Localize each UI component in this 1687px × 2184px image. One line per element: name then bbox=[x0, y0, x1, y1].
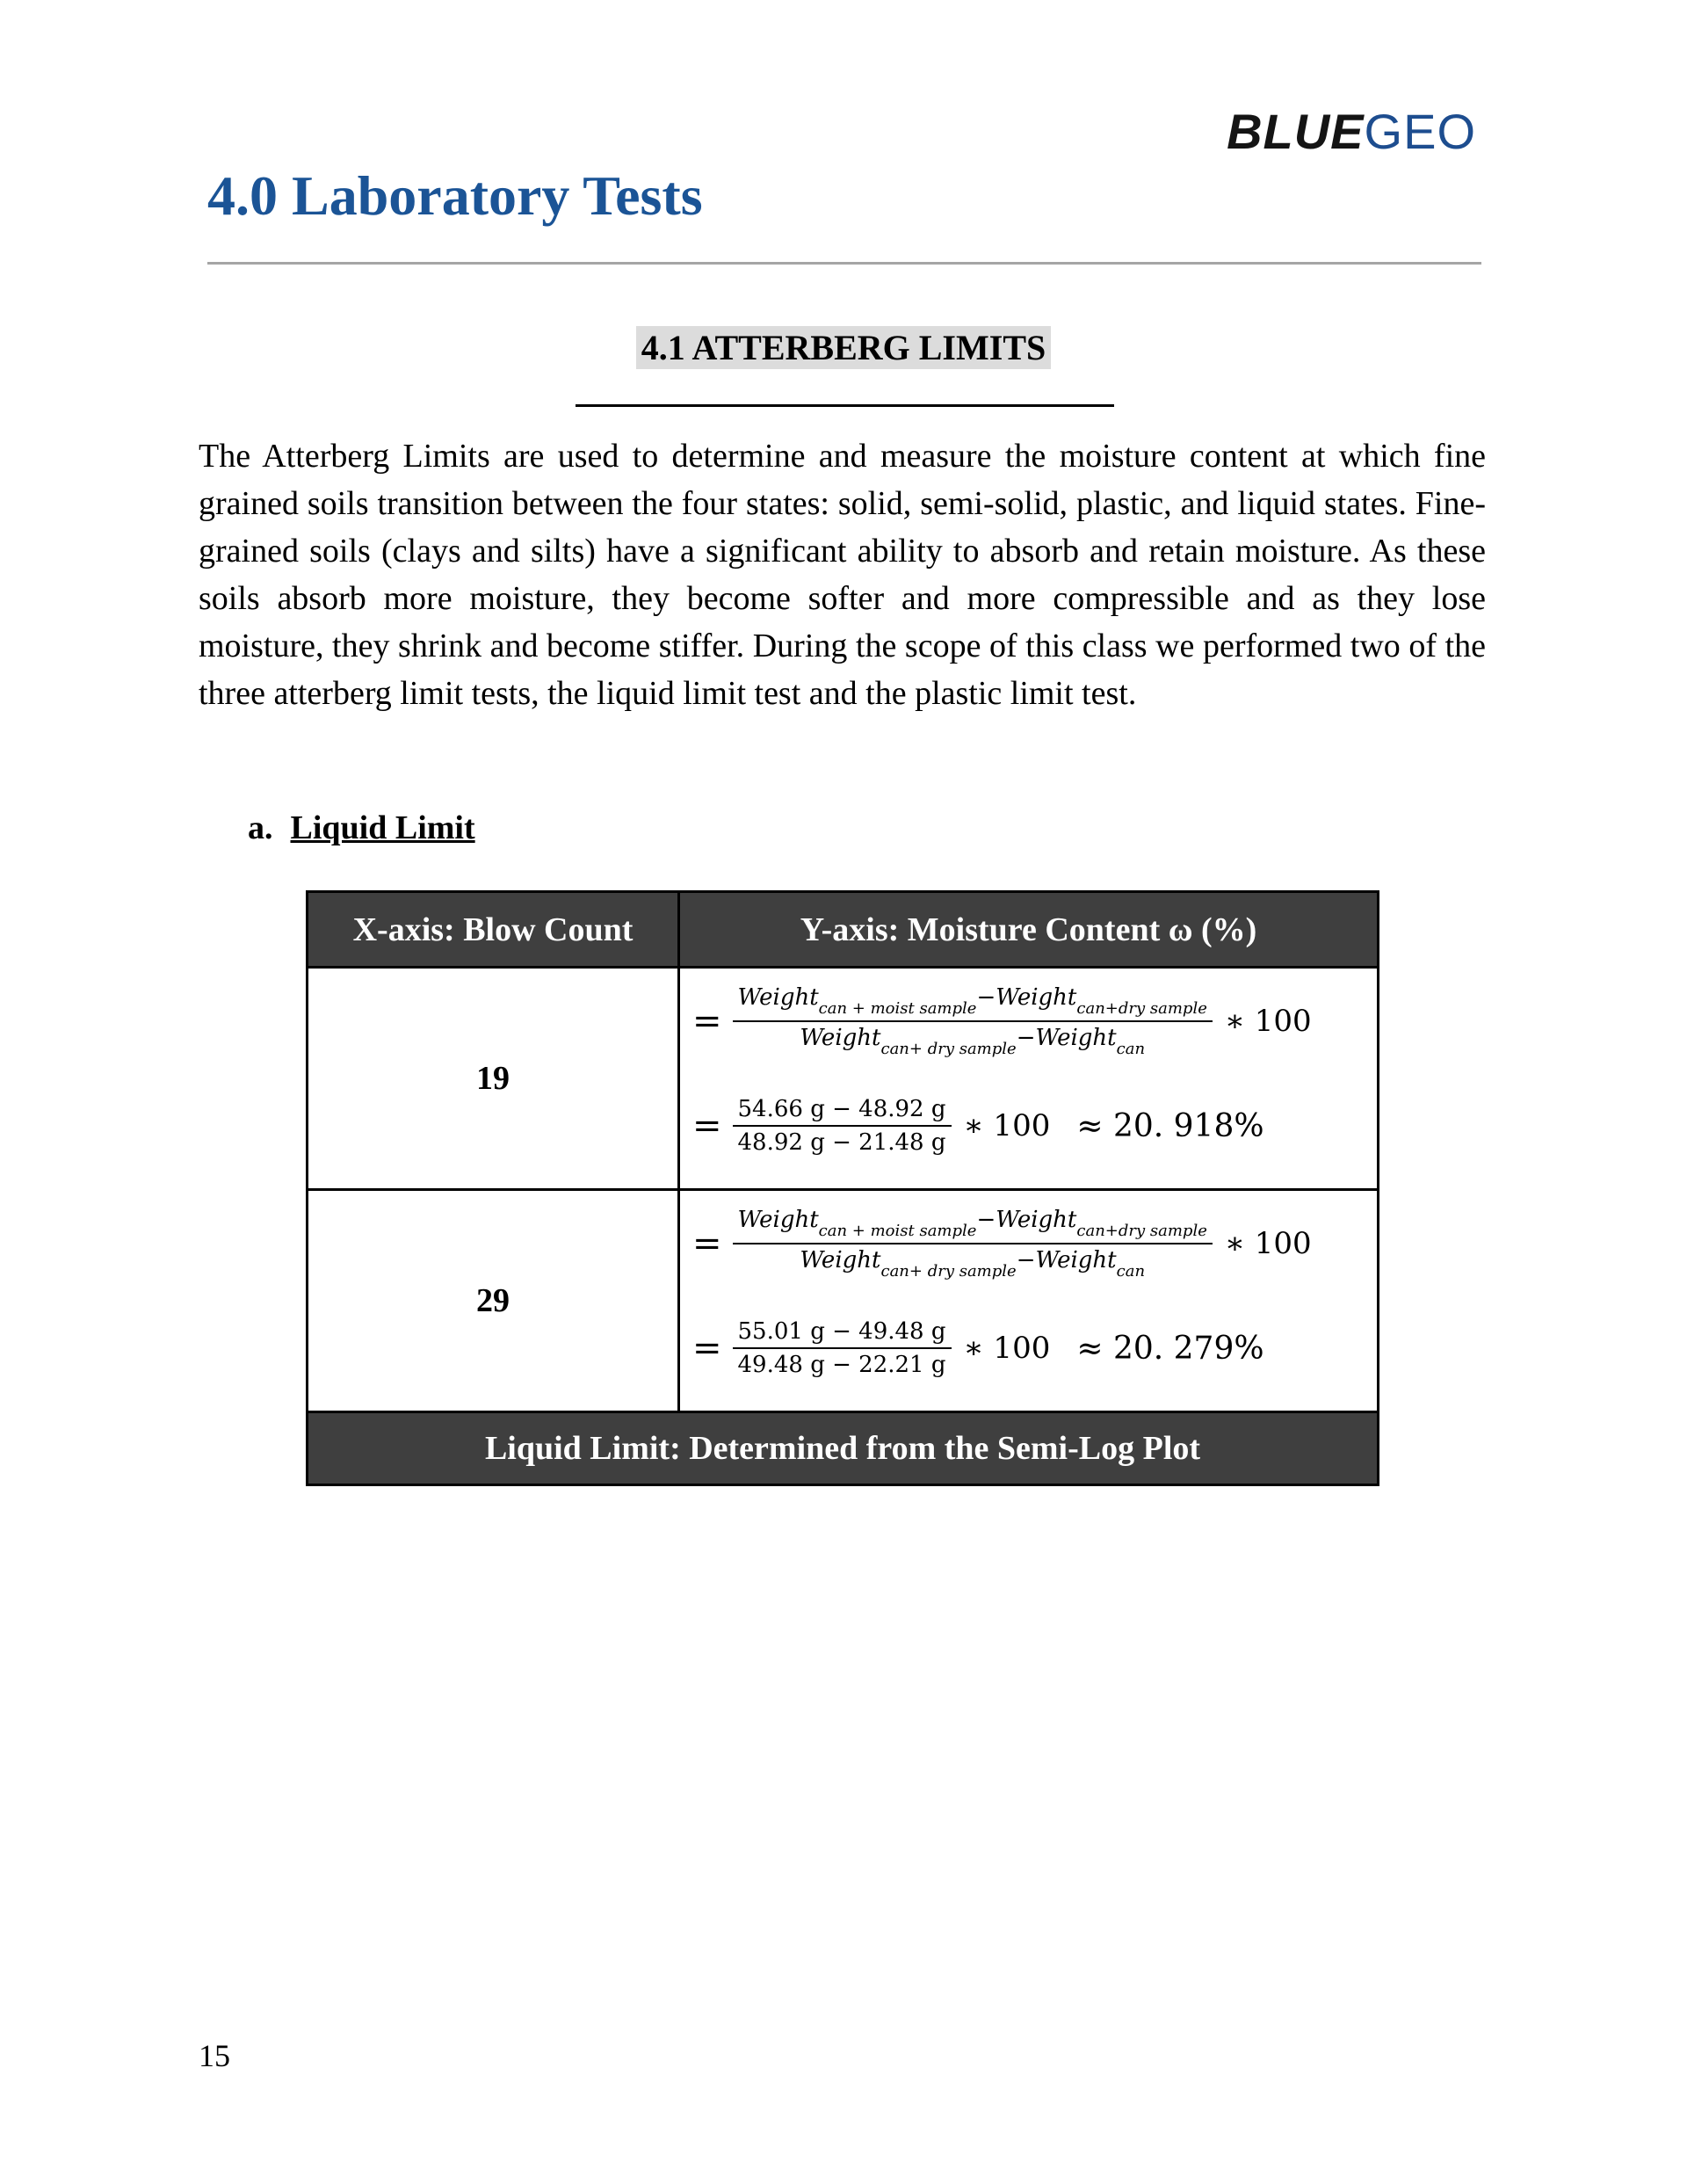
substituted-formula bbox=[692, 1096, 1264, 1156]
formula-denominator: Weight$_{can+ dry sample}$−Weight$_{can}$ bbox=[800, 1025, 1146, 1058]
formula-denominator: Weight$_{can+ dry sample}$−Weight$_{can}$ bbox=[800, 1247, 1146, 1281]
logo-light-text: GEO bbox=[1364, 104, 1476, 159]
value-fraction bbox=[733, 1318, 952, 1378]
header-blow-count: X-axis: Blow Count bbox=[308, 892, 679, 968]
formula-fraction bbox=[733, 984, 1213, 1058]
value-denominator: 48.92 g − 21.48 g bbox=[737, 1129, 946, 1156]
times-100: ∗ 100 bbox=[1224, 1226, 1312, 1261]
fraction-bar bbox=[733, 1347, 952, 1349]
fraction-bar bbox=[733, 1020, 1213, 1022]
times-100: ∗ 100 bbox=[963, 1108, 1051, 1143]
general-formula bbox=[692, 984, 1312, 1058]
formula-numerator: Weight$_{can + moist sample}$−Weight$_{can+dry sample}$ bbox=[737, 1207, 1207, 1240]
section-heading bbox=[0, 327, 1687, 368]
formula-numerator: Weight$_{can + moist sample}$−Weight$_{can+dry sample}$ bbox=[737, 984, 1207, 1018]
result-value: ≈ 20. 279% bbox=[1076, 1330, 1264, 1367]
value-numerator: 54.66 g − 48.92 g bbox=[737, 1096, 946, 1122]
equals-sign: = bbox=[692, 1001, 722, 1041]
equals-sign: = bbox=[692, 1106, 722, 1146]
result-value: ≈ 20. 918% bbox=[1076, 1107, 1264, 1144]
company-logo bbox=[1227, 104, 1476, 159]
subsection-label: Liquid Limit bbox=[290, 809, 475, 846]
general-formula bbox=[692, 1207, 1312, 1281]
blow-count-cell: 19 bbox=[308, 968, 679, 1190]
times-100: ∗ 100 bbox=[963, 1331, 1051, 1366]
value-numerator: 55.01 g − 49.48 g bbox=[737, 1318, 946, 1345]
value-fraction bbox=[733, 1096, 952, 1156]
table-row bbox=[308, 968, 1379, 1190]
calc-cell bbox=[679, 968, 1379, 1190]
section-heading-underline bbox=[576, 404, 1114, 407]
logo-strong-text: BLUE bbox=[1227, 104, 1365, 159]
equals-sign: = bbox=[692, 1328, 722, 1368]
intro-paragraph: The Atterberg Limits are used to determine and measure the moisture content at which fine grained soils transition between the four states: solid, semi-solid, plastic, and liquid states. Fine-grained soils (clays and silts) have a significant ability to absorb and retain moisture. As these soils absorb more moisture, they become softer and more compressible and as they lose moisture, they shrink and become stiffer. During the scope of this class we performed two of the three atterberg limit tests, the liquid limit test and the plastic limit test. bbox=[199, 438, 1486, 712]
table-header-row bbox=[308, 892, 1379, 968]
calc-cell bbox=[679, 1190, 1379, 1412]
subsection-heading bbox=[248, 809, 475, 847]
times-100: ∗ 100 bbox=[1224, 1004, 1312, 1039]
fraction-bar bbox=[733, 1125, 952, 1127]
subsection-marker: a. bbox=[248, 809, 273, 846]
table-footer: Liquid Limit: Determined from the Semi-Log Plot bbox=[308, 1412, 1379, 1485]
liquid-limit-table bbox=[306, 890, 1379, 1486]
header-moisture-content: Y-axis: Moisture Content ω (%) bbox=[679, 892, 1379, 968]
blow-count-cell: 29 bbox=[308, 1190, 679, 1412]
title-divider bbox=[207, 262, 1481, 265]
equals-sign: = bbox=[692, 1223, 722, 1264]
fraction-bar bbox=[733, 1243, 1213, 1244]
formula-fraction bbox=[733, 1207, 1213, 1281]
table-row bbox=[308, 1190, 1379, 1412]
page-number: 15 bbox=[199, 2038, 230, 2073]
page-title: 4.0 Laboratory Tests bbox=[207, 164, 703, 227]
substituted-formula bbox=[692, 1318, 1264, 1378]
table-footer-row bbox=[308, 1412, 1379, 1485]
value-denominator: 49.48 g − 22.21 g bbox=[737, 1352, 946, 1378]
section-heading-text: 4.1 ATTERBERG LIMITS bbox=[636, 326, 1052, 369]
